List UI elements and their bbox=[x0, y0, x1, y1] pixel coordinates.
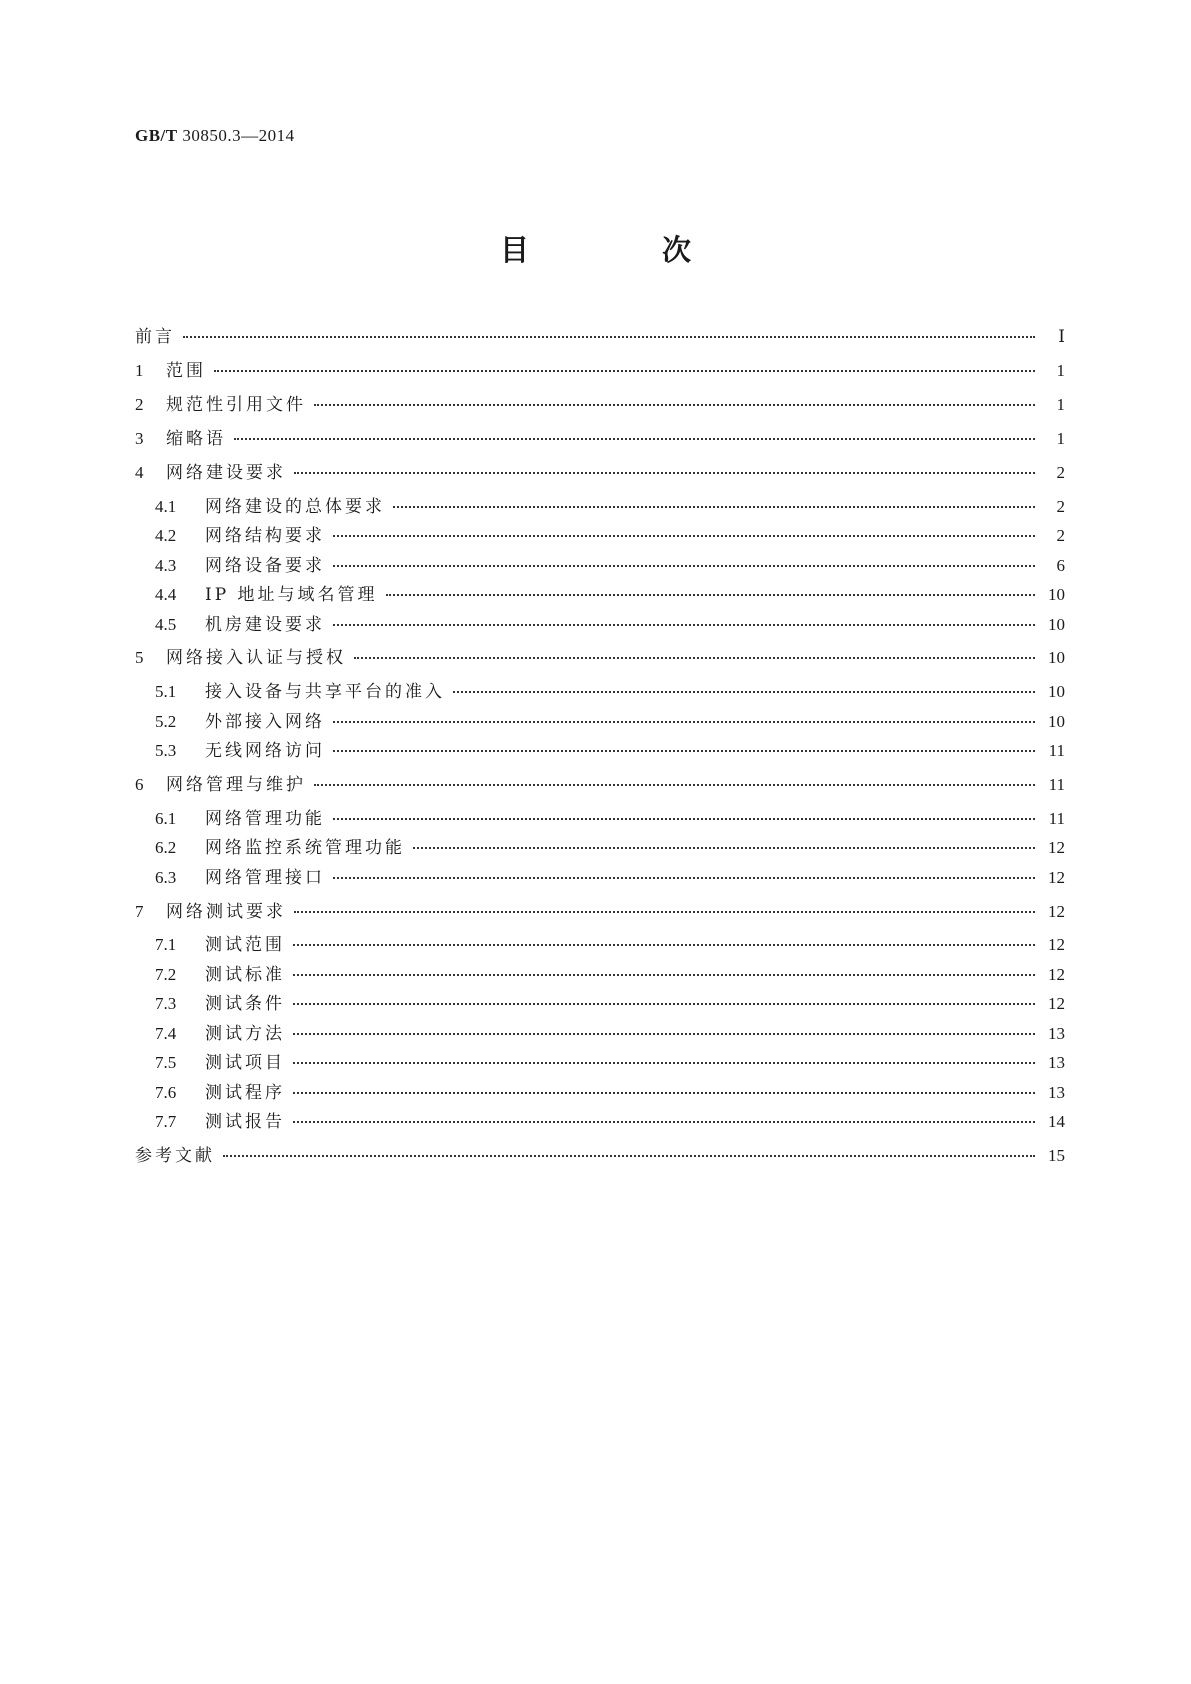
toc-entry-number: 4 bbox=[135, 463, 144, 482]
toc-entry-label: 范围 bbox=[166, 361, 206, 381]
toc-entry-page: 6 bbox=[1056, 556, 1065, 575]
toc-leader-dots bbox=[293, 1033, 1035, 1035]
toc-leader-dots bbox=[294, 911, 1035, 913]
toc-entry[interactable] bbox=[155, 808, 1065, 830]
toc-entry-label: 测试项目 bbox=[205, 1053, 285, 1073]
toc-entry-number: 7.7 bbox=[155, 1112, 177, 1131]
toc-leader-dots bbox=[294, 472, 1035, 474]
document-code-number: 30850.3—2014 bbox=[182, 126, 295, 145]
toc-entry[interactable] bbox=[135, 1145, 1065, 1167]
toc-entry[interactable] bbox=[155, 740, 1065, 762]
toc-entry-number: 7.2 bbox=[155, 965, 177, 984]
document-code bbox=[135, 126, 295, 146]
toc-leader-dots bbox=[234, 438, 1035, 440]
toc-entry-label: 网络接入认证与授权 bbox=[166, 648, 346, 668]
toc-entry-number: 1 bbox=[135, 361, 144, 380]
toc-entry-label: 规范性引用文件 bbox=[166, 395, 306, 415]
toc-entry-label: 接入设备与共享平台的准入 bbox=[205, 682, 445, 702]
toc-entry-label: 网络管理接口 bbox=[205, 868, 325, 888]
toc-entry[interactable] bbox=[155, 867, 1065, 889]
toc-entry-number: 4.1 bbox=[155, 497, 177, 516]
toc-entry-page: 15 bbox=[1048, 1146, 1065, 1165]
toc-title: 目 次 bbox=[499, 233, 743, 267]
toc-entry[interactable] bbox=[155, 837, 1065, 859]
toc-entry[interactable] bbox=[135, 326, 1065, 348]
toc-entry[interactable] bbox=[135, 394, 1065, 416]
toc-entry-label: 网络建设要求 bbox=[166, 463, 286, 483]
toc-entry-page: 12 bbox=[1048, 994, 1065, 1013]
toc-entry[interactable] bbox=[135, 774, 1065, 796]
toc-entry[interactable] bbox=[155, 1082, 1065, 1104]
toc-entry-page: 12 bbox=[1048, 965, 1065, 984]
toc-entry-label: 网络结构要求 bbox=[205, 526, 325, 546]
toc-entry-label: 测试条件 bbox=[205, 994, 285, 1014]
toc-entry-number: 5.1 bbox=[155, 682, 177, 701]
toc-entry-number: 6.2 bbox=[155, 838, 177, 857]
toc-entry[interactable] bbox=[155, 525, 1065, 547]
toc-entry-label: 无线网络访问 bbox=[205, 741, 325, 761]
toc-entry-number: 7.5 bbox=[155, 1053, 177, 1072]
toc-entry[interactable] bbox=[155, 934, 1065, 956]
toc-entry[interactable] bbox=[155, 555, 1065, 577]
toc-entry-number: 5.3 bbox=[155, 741, 177, 760]
toc-entry-page: 1 bbox=[1056, 361, 1065, 380]
document-code-prefix: GB/T bbox=[135, 126, 178, 145]
toc-leader-dots bbox=[413, 847, 1035, 849]
toc-entry-page: 10 bbox=[1048, 648, 1065, 667]
toc-entry-label: 测试标准 bbox=[205, 965, 285, 985]
toc-entry-label: 外部接入网络 bbox=[205, 712, 325, 732]
toc-entry-number: 6.3 bbox=[155, 868, 177, 887]
toc-leader-dots bbox=[333, 535, 1035, 537]
toc-leader-dots bbox=[333, 750, 1035, 752]
toc-leader-dots bbox=[293, 1092, 1035, 1094]
toc-entry-number: 4.4 bbox=[155, 585, 177, 604]
toc-entry[interactable] bbox=[155, 614, 1065, 636]
toc-entry-page: 2 bbox=[1056, 497, 1065, 516]
toc-entry-page: 1 bbox=[1056, 429, 1065, 448]
toc-entry-number: 7.1 bbox=[155, 935, 177, 954]
toc-entry-number: 6 bbox=[135, 775, 144, 794]
toc-leader-dots bbox=[333, 721, 1035, 723]
toc-entry-page: 13 bbox=[1048, 1053, 1065, 1072]
toc-entry-page: 10 bbox=[1048, 585, 1065, 604]
toc-leader-dots bbox=[293, 1003, 1035, 1005]
toc-entry-number: 5 bbox=[135, 648, 144, 667]
toc-entry-page: 10 bbox=[1048, 712, 1065, 731]
toc-entry-page: 12 bbox=[1048, 838, 1065, 857]
toc-entry-label: 测试方法 bbox=[205, 1024, 285, 1044]
toc-entry-number: 7.6 bbox=[155, 1083, 177, 1102]
toc-leader-dots bbox=[223, 1155, 1035, 1157]
toc-leader-dots bbox=[393, 506, 1035, 508]
toc-entry-label: 网络建设的总体要求 bbox=[205, 497, 385, 517]
toc-leader-dots bbox=[293, 1121, 1035, 1123]
toc-leader-dots bbox=[314, 404, 1035, 406]
toc-leader-dots bbox=[333, 877, 1035, 879]
toc-leader-dots bbox=[333, 624, 1035, 626]
toc-entry-number: 5.2 bbox=[155, 712, 177, 731]
toc-entry[interactable] bbox=[135, 647, 1065, 669]
toc-entry-label: 测试程序 bbox=[205, 1083, 285, 1103]
toc-leader-dots bbox=[386, 594, 1035, 596]
toc-entry-number: 2 bbox=[135, 395, 144, 414]
toc-leader-dots bbox=[293, 944, 1035, 946]
toc-entry-label: 机房建设要求 bbox=[205, 615, 325, 635]
toc-entry-number: 7 bbox=[135, 902, 144, 921]
toc-entry-label: 参考文献 bbox=[135, 1146, 215, 1166]
toc-leader-dots bbox=[293, 974, 1035, 976]
toc-entry[interactable] bbox=[155, 1052, 1065, 1074]
toc-entry[interactable] bbox=[155, 584, 1065, 606]
toc-entry-page: 2 bbox=[1056, 463, 1065, 482]
toc-entry-page: 1 bbox=[1056, 395, 1065, 414]
toc-entry-label: 网络管理功能 bbox=[205, 809, 325, 829]
toc-entry[interactable] bbox=[155, 1023, 1065, 1045]
toc-entry-label: 网络测试要求 bbox=[166, 902, 286, 922]
toc-entry[interactable] bbox=[155, 1111, 1065, 1133]
toc-entry-number: 7.4 bbox=[155, 1024, 177, 1043]
toc-leader-dots bbox=[333, 818, 1035, 820]
toc-entry-page: 10 bbox=[1048, 682, 1065, 701]
toc-entry-page: 12 bbox=[1048, 902, 1065, 921]
toc-entry-number: 7.3 bbox=[155, 994, 177, 1013]
toc-leader-dots bbox=[314, 784, 1035, 786]
toc-entry-page: 12 bbox=[1048, 868, 1065, 887]
toc-entry-label: 网络管理与维护 bbox=[166, 775, 306, 795]
toc-entry-page: 13 bbox=[1048, 1024, 1065, 1043]
toc-entry-page: Ⅰ bbox=[1058, 327, 1065, 346]
toc-entry-page: 11 bbox=[1048, 741, 1065, 760]
toc-entry[interactable] bbox=[155, 993, 1065, 1015]
toc-entry-number: 3 bbox=[135, 429, 144, 448]
toc-entry-page: 10 bbox=[1048, 615, 1065, 634]
toc-entry-label: 缩略语 bbox=[166, 429, 226, 449]
toc-entry[interactable] bbox=[135, 901, 1065, 923]
toc-entry-number: 4.2 bbox=[155, 526, 177, 545]
toc-entry[interactable] bbox=[155, 496, 1065, 518]
toc-entry[interactable] bbox=[155, 711, 1065, 733]
toc-entry-page: 12 bbox=[1048, 935, 1065, 954]
toc-leader-dots bbox=[354, 657, 1035, 659]
toc-entry-label: 测试报告 bbox=[205, 1112, 285, 1132]
toc-leader-dots bbox=[293, 1062, 1035, 1064]
toc-entry-number: 6.1 bbox=[155, 809, 177, 828]
toc-entry-page: 11 bbox=[1048, 809, 1065, 828]
toc-entry[interactable] bbox=[135, 360, 1065, 382]
toc-entry[interactable] bbox=[155, 964, 1065, 986]
toc-entry-page: 14 bbox=[1048, 1112, 1065, 1131]
toc-entry-label: IP 地址与域名管理 bbox=[205, 585, 378, 605]
toc-entry-page: 2 bbox=[1056, 526, 1065, 545]
toc-leader-dots bbox=[453, 691, 1035, 693]
toc-entry-label: 前言 bbox=[135, 327, 175, 347]
toc-entry-label: 网络设备要求 bbox=[205, 556, 325, 576]
toc-entry-page: 11 bbox=[1048, 775, 1065, 794]
toc-leader-dots bbox=[183, 336, 1035, 338]
toc-entry-page: 13 bbox=[1048, 1083, 1065, 1102]
toc-entry-number: 4.3 bbox=[155, 556, 177, 575]
toc-leader-dots bbox=[333, 565, 1035, 567]
toc-entry-label: 测试范围 bbox=[205, 935, 285, 955]
toc-entry[interactable] bbox=[135, 428, 1065, 450]
toc-entry[interactable] bbox=[155, 681, 1065, 703]
toc-entry[interactable] bbox=[135, 462, 1065, 484]
toc-entry-label: 网络监控系统管理功能 bbox=[205, 838, 405, 858]
toc-leader-dots bbox=[214, 370, 1035, 372]
toc-entry-number: 4.5 bbox=[155, 615, 177, 634]
